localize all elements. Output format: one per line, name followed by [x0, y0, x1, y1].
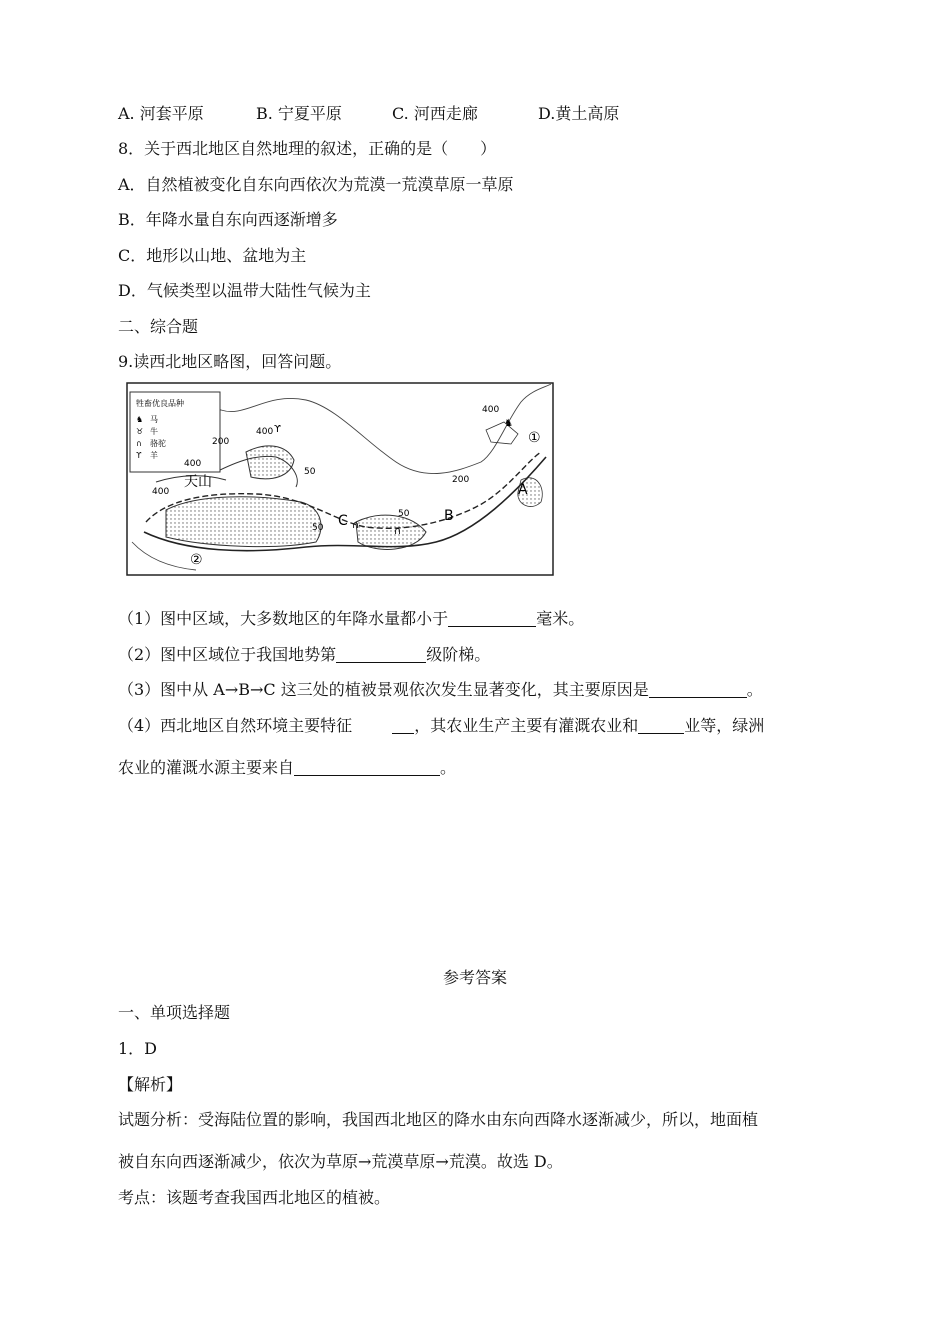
camel-icon: ∩: [136, 439, 142, 448]
answer-1: 1．D: [118, 1039, 158, 1058]
map-camel-icon: ∩: [352, 520, 360, 531]
section2-title: 二、综合题: [118, 317, 199, 336]
q8-option-d: D．气候类型以温带大陆性气候为主: [118, 281, 371, 300]
q9-sub2: （2）图中区域位于我国地势第 级阶梯。: [118, 645, 491, 664]
q7-option-c: C. 河西走廊: [392, 104, 478, 123]
tarim-basin-desert: [166, 497, 321, 547]
answers-section1: 一、单项选择题: [118, 1003, 231, 1022]
q7-options: [118, 104, 619, 124]
q8-stem: 8．关于西北地区自然地理的叙述，正确的是（ ）: [118, 139, 497, 158]
sheep-icon: ϒ: [136, 451, 142, 460]
isohyet-label-400-n: 400: [256, 427, 274, 437]
q9-sub1: （1）图中区域，大多数地区的年降水量都小于 毫米。: [118, 609, 585, 628]
q8-option-c: C．地形以山地、盆地为主: [118, 246, 307, 265]
point-label-c: C: [338, 513, 348, 529]
q7-option-a: A. 河套平原: [118, 104, 204, 123]
q9-stem: 9.读西北地区略图，回答问题。: [118, 352, 342, 371]
legend-item-horse: 马: [150, 415, 158, 424]
answers-title: 参考答案: [442, 968, 507, 987]
legend-item-cattle: 牛: [150, 427, 158, 436]
legend-title: 牲畜优良品种: [136, 399, 184, 408]
exam-point: 考点：该题考查我国西北地区的植被。: [118, 1188, 391, 1207]
horse-icon: ♞: [136, 415, 144, 424]
answer-blank-3[interactable]: [649, 681, 747, 698]
q8-option-b: B．年降水量自东向西逐渐增多: [118, 210, 338, 229]
q9-sub3: （3）图中从 A→B→C 这三处的植被景观依次发生显著变化，其主要原因是 。: [118, 680, 763, 699]
analysis-line-2: 被自东向西逐渐减少，依次为草原→荒漠草原→荒漠。故选 D。: [118, 1152, 563, 1171]
isohyet-label-400-w: 400: [184, 459, 202, 469]
isohyet-label-50-mid: 50: [312, 523, 324, 533]
q9-sub4-line1: （4）西北地区自然环境主要特征 ，其农业生产主要有灌溉农业和 业等，绿洲: [118, 716, 765, 735]
analysis-label: 【解析】: [118, 1075, 183, 1094]
q7-option-d: D.黄土高原: [538, 104, 620, 123]
isohyet-label-400-ne: 400: [482, 405, 500, 415]
answer-blank-4[interactable]: [392, 717, 414, 734]
q9-sub4-line2: 农业的灌溉水源主要来自 。: [118, 758, 457, 777]
northwest-map: [126, 382, 554, 576]
isohyet-label-400-sw: 400: [152, 487, 170, 497]
cattle-icon: ♉: [136, 427, 144, 436]
isohyet-label-50-n: 50: [304, 467, 316, 477]
answer-blank-6[interactable]: [294, 759, 440, 776]
tianshan-label: 天山: [184, 474, 212, 490]
map-sheep-icon: ϒ: [274, 424, 281, 435]
legend-item-camel: 骆驼: [150, 439, 166, 448]
answer-blank-5[interactable]: [638, 717, 684, 734]
q8-option-a: A．自然植被变化自东向西依次为荒漠一荒漠草原一草原: [118, 175, 514, 194]
point-label-b: B: [444, 508, 454, 524]
map-horse-icon: ♞: [504, 418, 513, 429]
answer-blank-1[interactable]: [448, 610, 536, 627]
q7-option-b: B. 宁夏平原: [256, 104, 342, 123]
point-label-a: A: [518, 482, 528, 498]
map-camel-icon-2: ∩: [394, 526, 402, 537]
region-label-2: ②: [190, 552, 203, 568]
isohyet-label-200-e: 200: [452, 475, 470, 485]
region-label-1: ①: [528, 430, 541, 446]
isohyet-label-50-e: 50: [398, 509, 410, 519]
legend-item-sheep: 羊: [150, 451, 158, 460]
answer-blank-2[interactable]: [336, 646, 426, 663]
northwest-map-figure: [126, 382, 554, 576]
isohyet-label-200-w: 200: [212, 437, 230, 447]
analysis-line-1: 试题分析：受海陆位置的影响，我国西北地区的降水由东向西降水逐渐减少，所以，地面植: [118, 1110, 759, 1129]
